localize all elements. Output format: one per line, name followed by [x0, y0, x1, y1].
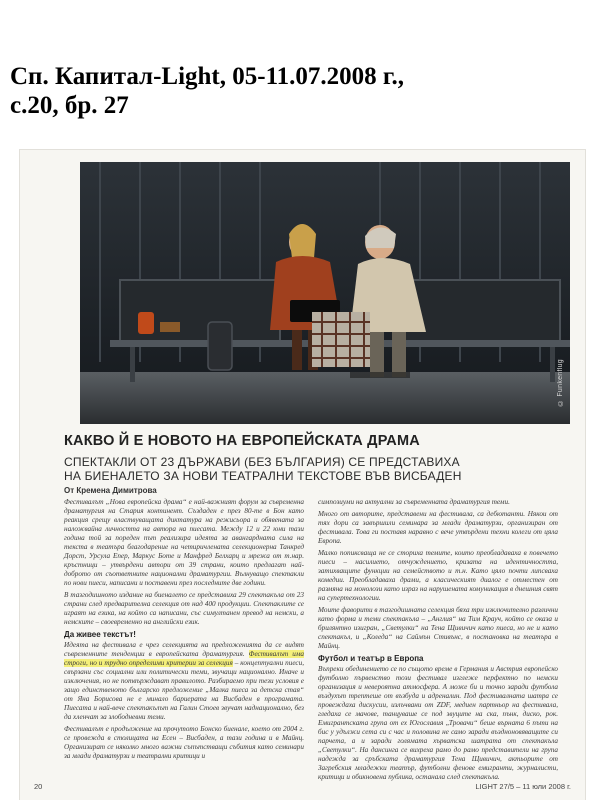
paragraph: Малко попиксваща не се сториха темите, които преобладаваха в повечето пиеси – насилието, отчуждението, кризата на идентичността, затихващите функции на семейството и т.н. Като цяло почти липсваха комедии. Преобладаваха драми, а класическият диалог е отместен от размяна на монолози като израз на нарушената комуникация в днешния свят на супертехнологии. [318, 549, 558, 602]
paragraph: Фестивалът „Нова европейска драма“ е най-важният форум за съвременна драматургия на Стария континент. Създаден е през 80-те в Бон като реакция срещу властвуващата диктатура на режисьора и обявената за наложвайна личността на автора на пиесата. Между 12 и 22 юни тази година той за пореден път реализира идеята за авангардната сила на текста в театъра благодарение на четиричлената селекционерна Танкред Дорст, Урсула Епер, Маркус Боте и Манфред Белхарц и мрежа от т.нар. кръстници – утвърдени автори от 39 страни, които предлагат най-доброто от съответните национални драматургии. Вълнуващо спектакли по нови пиеси, написани и поставени през последните две години. [64, 498, 304, 587]
paragraph: Моите фаворити в тазгодишната селекция бяха три изключително различни като форма и теми спектакъла – „Англия“ на Тим Крауч, който се оказа и брилянтно изигран, „Светулки“ на Тена Щивичич като пиеса, но не и като спектакъл, и „Коледа“ на Саймън Стивънс, в постановка на театъра в Майнц. [318, 606, 558, 650]
paragraph-text: Идеята на фестивала е чрез селекцията на предложенията да се видят съвременните тенденции в европейската драматургия. [64, 641, 304, 658]
paragraph [64, 641, 304, 722]
paragraph: В тазгодишното издание на биеналето се представиха 29 спектакъла от 23 страни след предварителна селекция от над 400 продукции. Спектаклите се играят на езика, на който са написани, със симултанен превод на немски, а немските – своевременно на английски език. [64, 591, 304, 626]
paragraph: Въпреки обединението се по същото време в Германия и Австрия европейско футболно първенство този фестивал изглеже перфектно по немски организация и невероятна атмосфера. А може би и точно заради футбола въздухът трептеше от възбуда и адреналин. Под фестивалната шатра се провеждаха дискусии, излъчвани от ZDF, медиен партньор на фестивала, гледаха се мачове, танцуваше се под звуците на ска, пънк, диско, рок. Емигрантската група от ex Югославия „Тровачи“ беше върната 6 пъти на бис у удължи сета си с час и половина не само заради въздноновяващите си парчета, а и заради голямата хърватска шатрата от спектакъла „Светулки“. На дансинга се вихреха рамо до рамо представители на група надежда за сръбската драматургия Тена Щивичич, актьорите от Загребския младежки театър, футболни фенове емигранти, журналисти, критици и обикновена публика, останала след спектакъла. [318, 665, 558, 781]
source-citation-line2: с.20, бр. 27 [10, 92, 129, 119]
article-byline: От Кремена Димитрова [64, 486, 157, 495]
magazine-page-scan [20, 150, 585, 800]
issue-info: LIGHT 27/5 – 11 юли 2008 г. [475, 782, 571, 791]
article-headline: КАКВО Й Е НОВОТО НА ЕВРОПЕЙСКАТА ДРАМА [64, 433, 420, 449]
stage-scene-illustration [80, 162, 570, 424]
paragraph-text: – концептуални пиеси, свързани със социални или политически теми, звучащи национално. Иначе и изключения, но не потвърждават правилото. Разбираемо при тези условия е защо единственото българско предложение „Малка пиеса за детска стая“ от Яна Борисова не е минало бариерата на Висбаден в програмата. Пиесата и най-вече спектакълът на Галин Стоев звучат наднационално, без да хленчат за злободневни теми. [64, 659, 305, 721]
paragraph: Много от авторите, представени на фестивала, са дебютанти. Някои от тях дори са завършили семинара за млади драматурзи, организиран от фестивала. Това ги поставя наравно с вече утвърдени техни колеги от цяла Европа. [318, 510, 558, 545]
page-number: 20 [34, 782, 43, 791]
source-citation [10, 62, 570, 120]
article-column-left [64, 498, 304, 764]
page-footer [20, 778, 585, 796]
article-subheadline [64, 455, 564, 483]
paragraph: симпозиуми на актуални за съвременната драматургия теми. [318, 498, 510, 506]
photo-credit: © Funkenflug [557, 358, 564, 406]
subhead-line-2: НА БИЕНАЛЕТО ЗА НОВИ ТЕАТРАЛНИ ТЕКСТОВЕ ВЪВ ВИСБАДЕН [64, 469, 462, 483]
article-photo [80, 162, 570, 424]
source-citation-line1: Сп. Капитал-Light, 05-11.07.2008 г., [10, 63, 404, 90]
article-column-right [318, 498, 558, 785]
subhead-line-1: СПЕКТАКЛИ ОТ 23 ДЪРЖАВИ (БЕЗ БЪЛГАРИЯ) СЕ ПРЕДСТАВИХА [64, 455, 460, 469]
section-heading: Футбол и театър в Европа [318, 654, 424, 663]
highlighted-text: Фестивалът има строги, но и трудно определими критерии за селекция [64, 650, 305, 667]
paragraph: Фестивалът е продължение на прочутото Бонско биенале, което от 2004 г. се провежда в столицата на Есен – Висбаден, а тази година и в Майнц. Организират се няколко много важни съпътстващи събития като семинари за млади драматурзи и театрални критици и [64, 725, 304, 760]
section-heading: Да живее текстът! [64, 630, 136, 639]
